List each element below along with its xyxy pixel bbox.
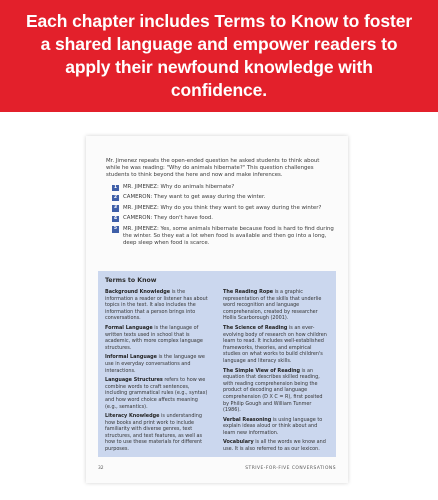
dialogue-text: MR. JIMENEZ: Why do you think they want to get away during the winter?: [123, 204, 322, 211]
term-definition: is all the words we know and use. It is also referred to as our lexicon.: [223, 439, 326, 453]
term-definition: is the language we use in everyday conversations and interactions.: [105, 354, 205, 374]
term-name: Language Structures: [105, 377, 163, 384]
term-name: Verbal Reasoning: [223, 416, 272, 423]
dialogue-list: [112, 184, 334, 250]
term-name: Vocabulary: [223, 439, 254, 446]
term-entry: [105, 289, 211, 322]
term-name: The Science of Reading: [223, 324, 288, 331]
dialogue-line: [112, 205, 334, 212]
term-definition: is the language of written texts used in school that is academic, with more complex language structures.: [105, 324, 203, 351]
dialogue-text: CAMERON: They want to get away during the winter.: [123, 194, 266, 201]
dialogue-line: [112, 184, 334, 191]
terms-title: Terms to Know: [105, 277, 157, 284]
term-entry: [223, 439, 329, 452]
term-name: Literacy Knowledge: [105, 413, 160, 420]
term-definition: is using language to explain ideas aloud or think about and learn new information.: [223, 416, 323, 436]
dialogue-text: MR. JIMENEZ: Why do animals hibernate?: [123, 184, 235, 190]
term-entry: [223, 368, 329, 414]
dialogue-line: [112, 194, 334, 201]
intro-paragraph: Mr. Jimenez repeats the open-ended question he asked students to think about while he was reading: "Why do animals hibernate?" This question challenges students to think beyond the here and now and make inferences.: [106, 158, 320, 179]
line-number-badge: 3: [113, 205, 118, 211]
line-number-badge: 1: [113, 184, 118, 190]
term-entry: [223, 417, 329, 437]
dialogue-text: MR. JIMENEZ: Yes, some animals hibernate because food is hard to find during the winter. So they eat a lot when food is available and then go into a long, deep sleep when food is scarce.: [123, 225, 334, 246]
term-definition: is an ever-evolving body of research on how children learn to read. It includes well-established frameworks, theories, and empirical studies on what works to build children's language and literacy skills.: [223, 324, 327, 364]
line-number-badge: 5: [113, 226, 118, 232]
term-definition: is a graphic representation of the skills that underlie word recognition and language comprehension, created by researcher Hollis Scarborough (2001).: [223, 289, 322, 322]
dialogue-text: CAMERON: They don't have food.: [123, 215, 214, 222]
term-name: Informal Language: [105, 354, 157, 361]
term-name: The Reading Rope: [223, 289, 274, 295]
promo-banner: [0, 0, 438, 112]
term-entry: [223, 289, 329, 322]
term-entry: [105, 377, 211, 410]
term-definition: is understanding how books and print work to include familiarity with diverse genres, text structures, and text features, as well as how to use these materials for different purposes.: [105, 413, 203, 453]
dialogue-line: [112, 215, 334, 222]
line-number-badge: 2: [113, 194, 118, 200]
banner-headline: Each chapter includes Terms to Know to foster a shared language and empower readers to apply their newfound knowledge with confidence.: [25, 11, 413, 100]
term-entry: [105, 325, 211, 351]
line-number-badge: 4: [113, 215, 118, 221]
terms-column-left: [105, 289, 211, 456]
term-definition: refers to how we combine words to craft sentences, including grammatical rules (e.g., syntax) and how word choice affects meaning (e.g., semantics).: [105, 377, 208, 410]
term-definition: is an equation that describes skilled reading, with reading comprehension being the product of decoding and language comprehension (D X C = R), first posited by Philip Gough and William Tunmer (1986).: [223, 367, 323, 414]
term-entry: [105, 413, 211, 453]
running-head: STRIVE-FOR-FIVE CONVERSATIONS: [245, 466, 336, 471]
dialogue-line: [112, 226, 334, 248]
term-entry: [105, 354, 211, 374]
term-name: Background Knowledge: [105, 289, 171, 295]
term-name: Formal Language: [105, 324, 153, 331]
term-definition: is the information a reader or listener has about topics in the text. It also includes the information that a person brings into conversations.: [105, 289, 208, 322]
terms-to-know-box: [98, 271, 336, 457]
term-entry: [223, 325, 329, 365]
page-number: 32: [98, 466, 104, 471]
terms-column-right: [223, 289, 329, 456]
page-footer: [98, 466, 336, 474]
book-page: [86, 136, 348, 483]
term-name: The Simple View of Reading: [223, 367, 300, 374]
